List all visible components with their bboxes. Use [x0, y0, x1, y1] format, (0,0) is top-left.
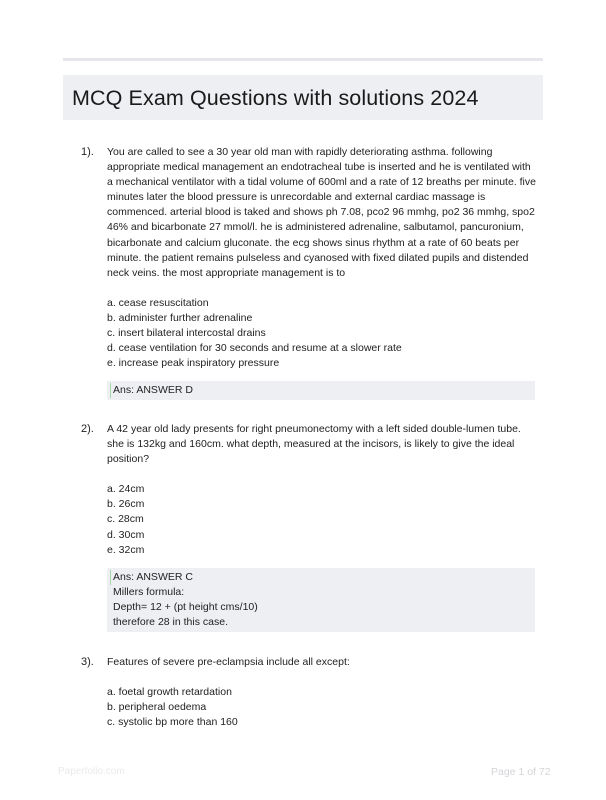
top-divider [63, 58, 543, 61]
question-text: You are called to see a 30 year old man with rapidly deteriorating asthma. following appropriate medical management an endotracheal tube is inserted and he is ventilated with a mechanical ventilator with a tidal volume of 600ml and a rate of 12 breaths per minute. five minutes later the blood pressure is unrecordable and external cardiac massage is commenced. arterial blood is taked and shows ph 7.08, pco2 96 mmhg, po2 36 mmhg, spo2 46% and bicarbonate 27 mmol/l. he is administered adrenaline, salbutamol, pancuronium, bicarbonate and calcium gluconate. the ecg shows sinus rhythm at a rate of 60 beats per minute. the patient remains pulseless and cyanosed with fixed dilated pupils and distended neck veins. the most appropriate management is to [107, 146, 536, 279]
answer-line: Millers formula: [113, 585, 185, 598]
answer-line: Ans: ANSWER C [110, 570, 529, 585]
option-item: c. systolic bp more than 160 [107, 716, 238, 729]
answer-line: therefore 28 in this case. [113, 616, 228, 629]
question-number: 1). [81, 146, 94, 158]
question-1 [81, 145, 537, 400]
option-item: e. 32cm [107, 543, 145, 556]
question-text: Features of severe pre-eclampsia include all except: [107, 656, 350, 668]
option-item: e. increase peak inspiratory pressure [107, 357, 280, 370]
question-body [107, 145, 537, 400]
question-body [107, 655, 537, 730]
option-item: a. cease resuscitation [107, 296, 209, 309]
footer-watermark: Paperfolio.com [58, 766, 125, 777]
page-title: MCQ Exam Questions with solutions 2024 [72, 86, 479, 110]
answer-box [107, 381, 535, 400]
question-body [107, 422, 537, 632]
option-item: a. foetal growth retardation [107, 686, 232, 699]
answer-line: Ans: ANSWER D [110, 383, 529, 398]
option-item: b. peripheral oedema [107, 701, 207, 714]
option-item: a. 24cm [107, 483, 145, 496]
option-item: b. 26cm [107, 498, 145, 511]
title-banner [63, 75, 543, 120]
option-item: c. 28cm [107, 513, 144, 526]
question-number: 3). [81, 656, 94, 668]
answer-box [107, 568, 535, 632]
option-item: d. cease ventilation for 30 seconds and resume at a slower rate [107, 342, 402, 355]
question-3 [81, 655, 537, 730]
option-item: b. administer further adrenaline [107, 311, 253, 324]
question-2 [81, 422, 537, 632]
answer-line: Depth= 12 + (pt height cms/10) [113, 600, 258, 613]
page-indicator: Page 1 of 72 [491, 766, 551, 778]
options-list [107, 685, 537, 730]
question-number: 2). [81, 423, 94, 435]
options-list [107, 296, 537, 371]
option-item: c. insert bilateral intercostal drains [107, 327, 266, 340]
options-list [107, 482, 537, 557]
question-text: A 42 year old lady presents for right pneumonectomy with a left sided double-lumen tube. she is 132kg and 160cm. what depth, measured at the incisors, is likely to give the ideal position? [107, 423, 521, 466]
option-item: d. 30cm [107, 528, 145, 541]
